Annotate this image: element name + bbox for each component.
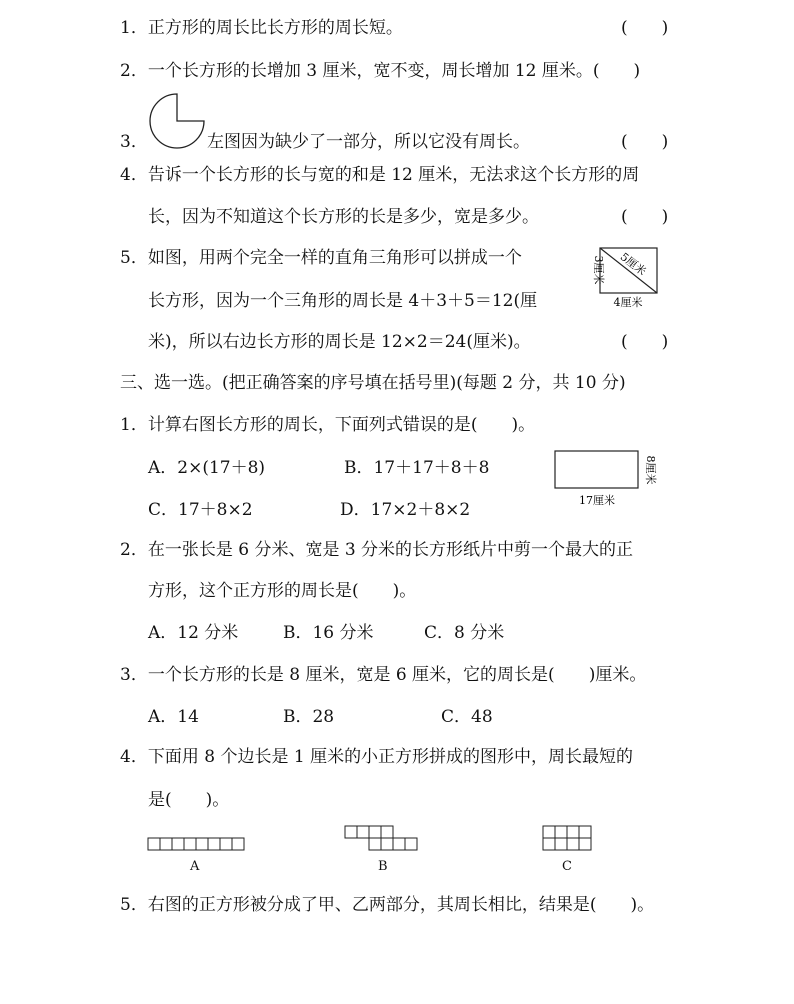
rectangle-shape bbox=[555, 451, 638, 488]
choice-q2-option-c[interactable]: C．8 分米 bbox=[424, 623, 505, 643]
choice-q2-option-b[interactable]: B．16 分米 bbox=[283, 623, 374, 643]
choice-q1-option-c[interactable]: C．17＋8×2 bbox=[148, 500, 253, 520]
choice-q5-text: 5．右图的正方形被分成了甲、乙两部分，其周长相比，结果是( )。 bbox=[120, 895, 655, 915]
label-8cm: 8厘米 bbox=[644, 455, 657, 485]
judge-q5-answer-paren[interactable]: ( ) bbox=[621, 332, 669, 352]
section3-title: 三、选一选。(把正确答案的序号填在括号里)(每题 2 分，共 10 分) bbox=[120, 373, 626, 393]
triangle-rectangle-figure bbox=[585, 242, 675, 314]
rectangle-17x8-figure bbox=[550, 448, 665, 512]
choice-q4-line1: 4．下面用 8 个边长是 1 厘米的小正方形拼成的图形中，周长最短的 bbox=[120, 747, 634, 767]
choice-q2-line2: 方形，这个正方形的周长是( )。 bbox=[148, 581, 417, 601]
choice-q1-option-d[interactable]: D．17×2＋8×2 bbox=[340, 500, 471, 520]
judge-q5-line2: 长方形，因为一个三角形的周长是 4＋3＋5＝12(厘 bbox=[148, 291, 538, 311]
judge-q3-number: 3． bbox=[120, 132, 148, 152]
label-5cm: 5厘米 bbox=[617, 250, 649, 279]
figure-option-c[interactable] bbox=[541, 822, 597, 856]
judge-q1-text: 1．正方形的周长比长方形的周长短。 bbox=[120, 18, 403, 38]
judge-q4-line2: 长，因为不知道这个长方形的长是多少，宽是多少。 bbox=[148, 207, 539, 227]
figure-c-label: C bbox=[562, 859, 572, 874]
figure-option-a[interactable] bbox=[146, 836, 248, 856]
judge-q5-line3: 米)，所以右边长方形的周长是 12×2＝24(厘米)。 bbox=[148, 332, 531, 352]
figure-b-label: B bbox=[378, 859, 388, 874]
choice-q3-option-b[interactable]: B．28 bbox=[283, 707, 335, 727]
judge-q5-line1: 5．如图，用两个完全一样的直角三角形可以拼成一个 bbox=[120, 248, 522, 268]
judge-q3-text: 左图因为缺少了一部分，所以它没有周长。 bbox=[207, 132, 530, 152]
label-3cm: 3厘米 bbox=[592, 255, 605, 285]
three-quarter-circle-figure bbox=[146, 90, 208, 152]
label-17cm: 17厘米 bbox=[579, 494, 615, 507]
choice-q2-line1: 2．在一张长是 6 分米、宽是 3 分米的长方形纸片中剪一个最大的正 bbox=[120, 540, 634, 560]
choice-q1-text: 1．计算右图长方形的周长，下面列式错误的是( )。 bbox=[120, 415, 536, 435]
figure-option-b[interactable] bbox=[343, 822, 423, 856]
choice-q1-option-a[interactable]: A．2×(17＋8) bbox=[148, 458, 266, 478]
label-4cm: 4厘米 bbox=[613, 296, 643, 309]
choice-q1-option-b[interactable]: B．17＋17＋8＋8 bbox=[344, 458, 490, 478]
choice-q4-line2: 是( )。 bbox=[148, 790, 230, 810]
judge-q4-line1: 4．告诉一个长方形的长与宽的和是 12 厘米，无法求这个长方形的周 bbox=[120, 165, 640, 185]
figure-a-label: A bbox=[190, 859, 200, 874]
judge-q1-answer-paren[interactable]: ( ) bbox=[621, 18, 669, 38]
judge-q4-answer-paren[interactable]: ( ) bbox=[621, 207, 669, 227]
choice-q3-option-c[interactable]: C．48 bbox=[441, 707, 493, 727]
judge-q2-text: 2．一个长方形的长增加 3 厘米，宽不变，周长增加 12 厘米。( ) bbox=[120, 61, 641, 81]
choice-q2-option-a[interactable]: A．12 分米 bbox=[148, 623, 239, 643]
choice-q3-text: 3．一个长方形的长是 8 厘米，宽是 6 厘米，它的周长是( )厘米。 bbox=[120, 665, 647, 685]
choice-q3-option-a[interactable]: A．14 bbox=[148, 707, 199, 727]
judge-q3-answer-paren[interactable]: ( ) bbox=[621, 132, 669, 152]
